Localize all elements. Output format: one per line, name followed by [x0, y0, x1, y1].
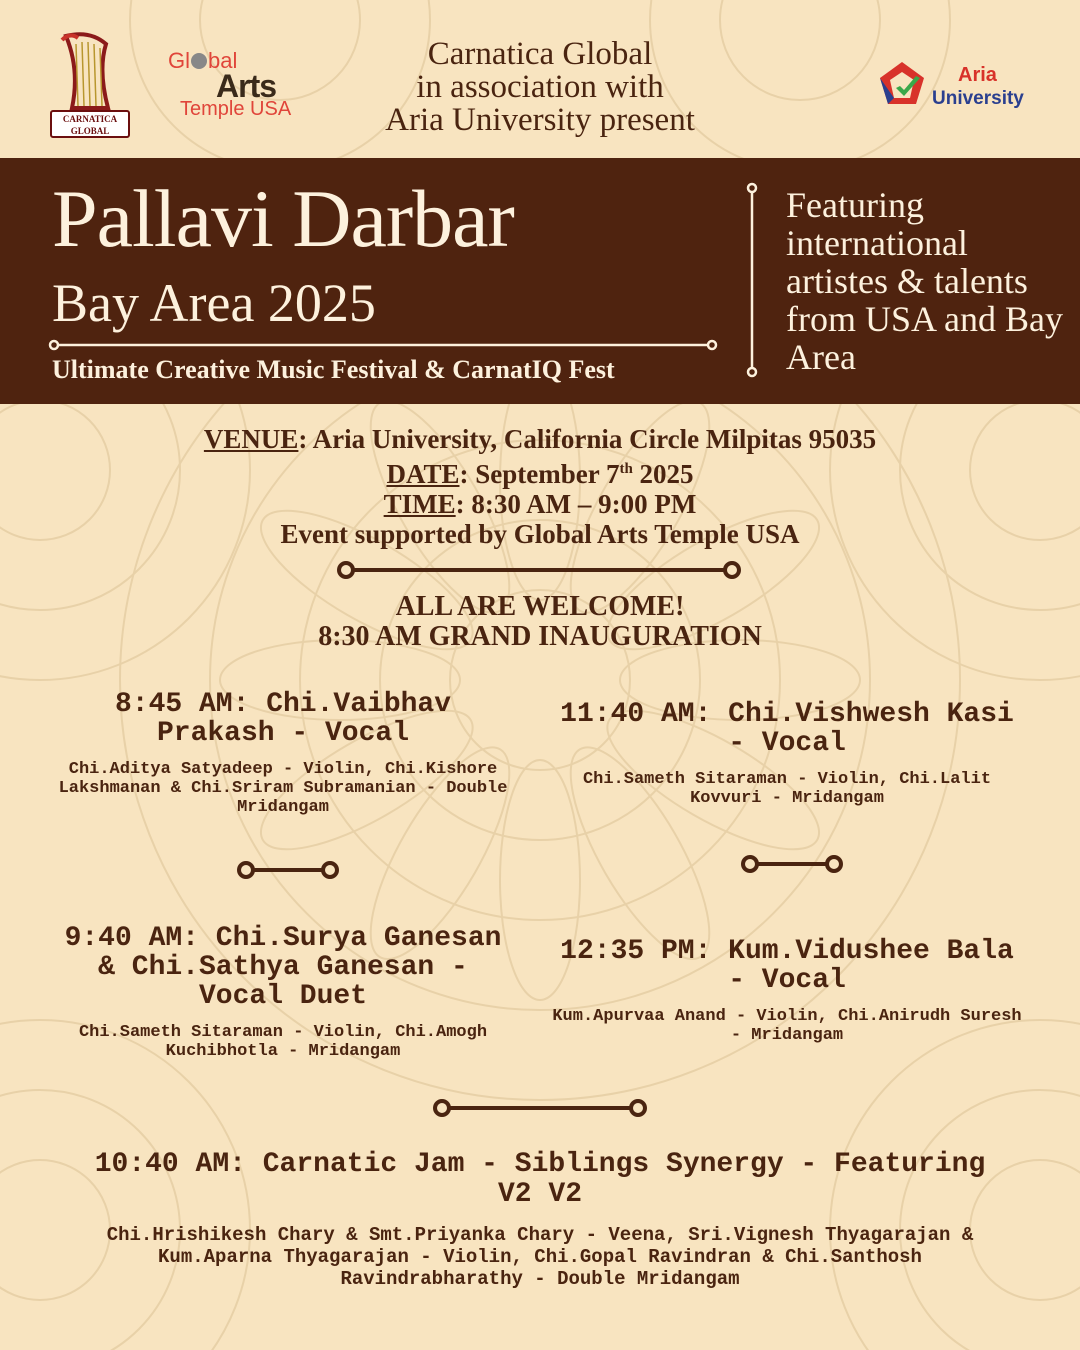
welcome-block	[140, 592, 940, 652]
schedule-slot	[552, 700, 1022, 808]
time-value: : 8:30 AM – 9:00 PM	[455, 489, 697, 519]
presenters-line2: in association with	[416, 69, 664, 105]
slot-title: 8:45 AM: Chi.Vaibhav Prakash - Vocal	[114, 689, 452, 749]
slot-title: 9:40 AM: Chi.Surya Ganesan & Chi.Sathya Ganesan - Vocal Duet	[64, 923, 502, 1012]
slot-title: 12:35 PM: Kum.Vidushee Bala - Vocal	[560, 936, 1014, 996]
schedule-slot	[552, 937, 1022, 1045]
featuring-text: Featuring international artistes & talents from USA and Bay Area	[786, 185, 1063, 377]
date-line	[100, 454, 980, 489]
venue-line	[100, 424, 980, 454]
venue-label: VENUE	[203, 424, 299, 454]
band-divider-horizontal	[48, 338, 720, 352]
date-value: : September 7	[459, 459, 620, 489]
slot-accompanists: Chi.Sameth Sitaraman - Violin, Chi.Amogh Kuchibhotla - Mridangam	[78, 1023, 488, 1061]
schedule-slot	[48, 924, 518, 1061]
divider-connector	[432, 1098, 648, 1118]
schedule-slot	[70, 1150, 1010, 1290]
supported-line: Event supported by Global Arts Temple USA	[280, 519, 800, 549]
time-label: TIME	[383, 489, 456, 519]
aria-name: Aria	[958, 64, 997, 86]
event-details	[100, 424, 980, 549]
presenters-line3: Aria University present	[385, 102, 695, 138]
aria-university-logo	[876, 58, 1046, 114]
presenters-line1: Carnatica Global	[427, 36, 653, 72]
divider-connector	[336, 560, 746, 580]
carnatica-logo-line2: GLOBAL	[70, 126, 110, 136]
slot-title: 11:40 AM: Chi.Vishwesh Kasi - Vocal	[560, 699, 1014, 759]
slot-accompanists: Chi.Hrishikesh Chary & Smt.Priyanka Chary - Veena, Sri.Vignesh Thyagarajan & Kum.Aparna Thyagarajan - Violin, Chi.Gopal Ravindran & Chi.Santhosh Ravindrabharathy - Double Mridangam	[106, 1224, 974, 1290]
inauguration-line: 8:30 AM GRAND INAUGURATION	[318, 621, 762, 652]
gat-arts-text: Arts	[216, 68, 277, 104]
festival-title: Pallavi Darbar	[52, 173, 514, 264]
harp-icon	[50, 30, 130, 110]
presenters-heading	[340, 38, 740, 137]
slot-accompanists: Chi.Sameth Sitaraman - Violin, Chi.Lalit Kovvuri - Mridangam	[582, 770, 992, 808]
gat-global-part1: Gl	[168, 48, 190, 73]
slot-title: 10:40 AM: Carnatic Jam - Siblings Synergy - Featuring V2 V2	[94, 1149, 986, 1210]
time-line	[100, 489, 980, 519]
divider-connector	[740, 854, 844, 874]
globe-icon	[191, 53, 207, 69]
date-year: 2025	[632, 459, 694, 489]
festival-subtitle: Bay Area 2025	[52, 273, 376, 333]
schedule-slot	[48, 690, 518, 817]
aria-university-text: University	[932, 88, 1024, 109]
venue-value: : Aria University, California Circle Milpitas 95035	[298, 424, 877, 454]
festival-tagline: Ultimate Creative Music Festival & CarnatIQ Fest	[52, 355, 615, 384]
slot-accompanists: Kum.Apurvaa Anand - Violin, Chi.Anirudh Suresh - Mridangam	[552, 1007, 1022, 1045]
carnatica-global-logo	[50, 30, 134, 142]
welcome-line: ALL ARE WELCOME!	[395, 591, 685, 622]
gat-temple-text: Temple USA	[180, 98, 292, 120]
carnatica-logo-label	[50, 110, 130, 138]
aria-university-logo-icon	[876, 58, 928, 110]
date-label: DATE	[386, 459, 460, 489]
carnatica-logo-line1: CARNATICA	[62, 114, 118, 124]
band-divider-vertical	[745, 182, 759, 378]
global-arts-temple-logo	[168, 48, 308, 128]
divider-connector	[236, 860, 340, 880]
slot-accompanists: Chi.Aditya Satyadeep - Violin, Chi.Kishore Lakshmanan & Chi.Sriram Subramanian - Double Mridangam	[58, 760, 508, 817]
gat-global-part1b: bal	[208, 48, 238, 73]
date-suffix: th	[619, 461, 633, 477]
